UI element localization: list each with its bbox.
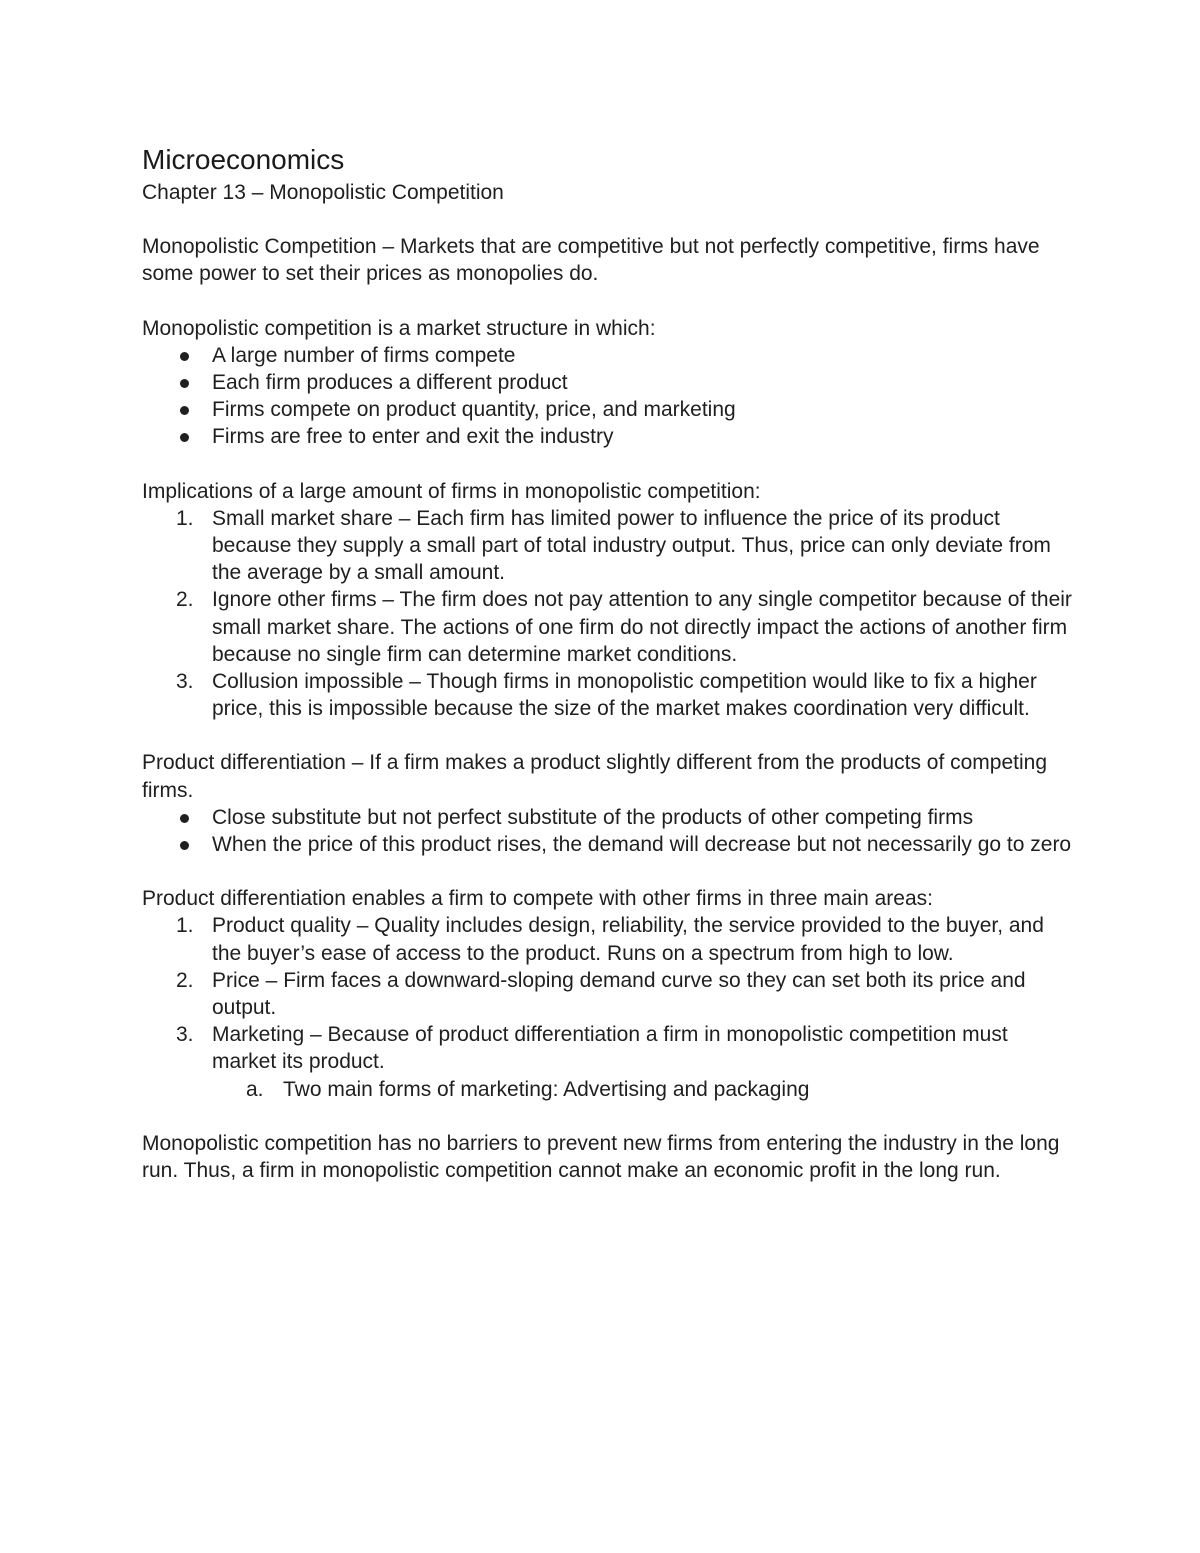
- list-item-text: Two main forms of marketing: Advertising and packaging: [283, 1077, 810, 1101]
- list-item: [142, 505, 1072, 587]
- spacer: [142, 722, 1072, 749]
- differentiation-list: [142, 804, 1072, 858]
- list-item: Each firm produces a different product: [142, 369, 1072, 396]
- list-number: 2.: [176, 588, 194, 612]
- spacer: [142, 858, 1072, 885]
- marketing-sublist: [142, 1076, 1072, 1103]
- list-number: 3.: [176, 1023, 194, 1047]
- implications-list: [142, 505, 1072, 723]
- definition-paragraph: Monopolistic Competition – Markets that are competitive but not perfectly competitive, firms have some power to set their prices as monopolies do.: [142, 235, 1040, 286]
- spacer: [142, 451, 1072, 478]
- list-item: [142, 1076, 1072, 1103]
- spacer: [142, 288, 1072, 315]
- list-item: Firms compete on product quantity, price, and marketing: [142, 396, 1072, 423]
- list-item: [142, 912, 1072, 966]
- list-item-text: Collusion impossible – Though firms in monopolistic competition would like to fix a higher price, this is impossible because the size of the market makes coordination very difficult.: [212, 670, 1037, 721]
- list-item: [142, 586, 1072, 668]
- implications-intro: Implications of a large amount of firms in monopolistic competition:: [142, 479, 761, 503]
- structure-list: [142, 342, 1072, 451]
- document-page: [142, 141, 1072, 1184]
- list-item: [142, 668, 1072, 722]
- areas-intro: Product differentiation enables a firm to compete with other firms in three main areas:: [142, 887, 933, 911]
- structure-intro: Monopolistic competition is a market structure in which:: [142, 316, 656, 340]
- areas-list: [142, 912, 1072, 1075]
- differentiation-intro: Product differentiation – If a firm makes a product slightly different from the products of competing firms.: [142, 751, 1048, 802]
- list-number: 2.: [176, 968, 194, 992]
- list-item-text: Price – Firm faces a downward-sloping demand curve so they can set both its price and output.: [212, 968, 1026, 1020]
- spacer: [142, 1103, 1072, 1130]
- conclusion-paragraph: Monopolistic competition has no barriers to prevent new firms from entering the industry in the long run. Thus, a firm in monopolistic competition cannot make an economic profit in the long run.: [142, 1131, 1060, 1183]
- list-item: [142, 967, 1072, 1021]
- list-item-text: Small market share – Each firm has limited power to influence the price of its product because they supply a small part of total industry output. Thus, price can only deviate from the average by a small amount.: [212, 506, 1051, 585]
- list-item-text: Ignore other firms – The firm does not pay attention to any single competitor because of their small market share. The actions of one firm do not directly impact the actions of another firm because no single firm can determine market conditions.: [212, 588, 1072, 666]
- list-item: A large number of firms compete: [142, 342, 1072, 369]
- list-number: 1.: [176, 506, 194, 530]
- list-number: 3.: [176, 670, 194, 694]
- document-title: Microeconomics: [142, 144, 345, 175]
- list-item-text: Marketing – Because of product differentiation a firm in monopolistic competition must market its product.: [212, 1023, 1008, 1074]
- list-item: Close substitute but not perfect substitute of the products of other competing firms: [142, 804, 1072, 831]
- list-item: When the price of this product rises, the demand will decrease but not necessarily go to zero: [142, 831, 1072, 858]
- list-letter: a.: [246, 1077, 264, 1101]
- spacer: [142, 206, 1072, 233]
- list-item: [142, 1021, 1072, 1075]
- chapter-subtitle: Chapter 13 – Monopolistic Competition: [142, 181, 504, 204]
- list-number: 1.: [176, 914, 194, 938]
- list-item: Firms are free to enter and exit the industry: [142, 423, 1072, 450]
- list-item-text: Product quality – Quality includes design, reliability, the service provided to the buyer, and the buyer’s ease of access to the product. Runs on a spectrum from high to low.: [212, 914, 1044, 965]
